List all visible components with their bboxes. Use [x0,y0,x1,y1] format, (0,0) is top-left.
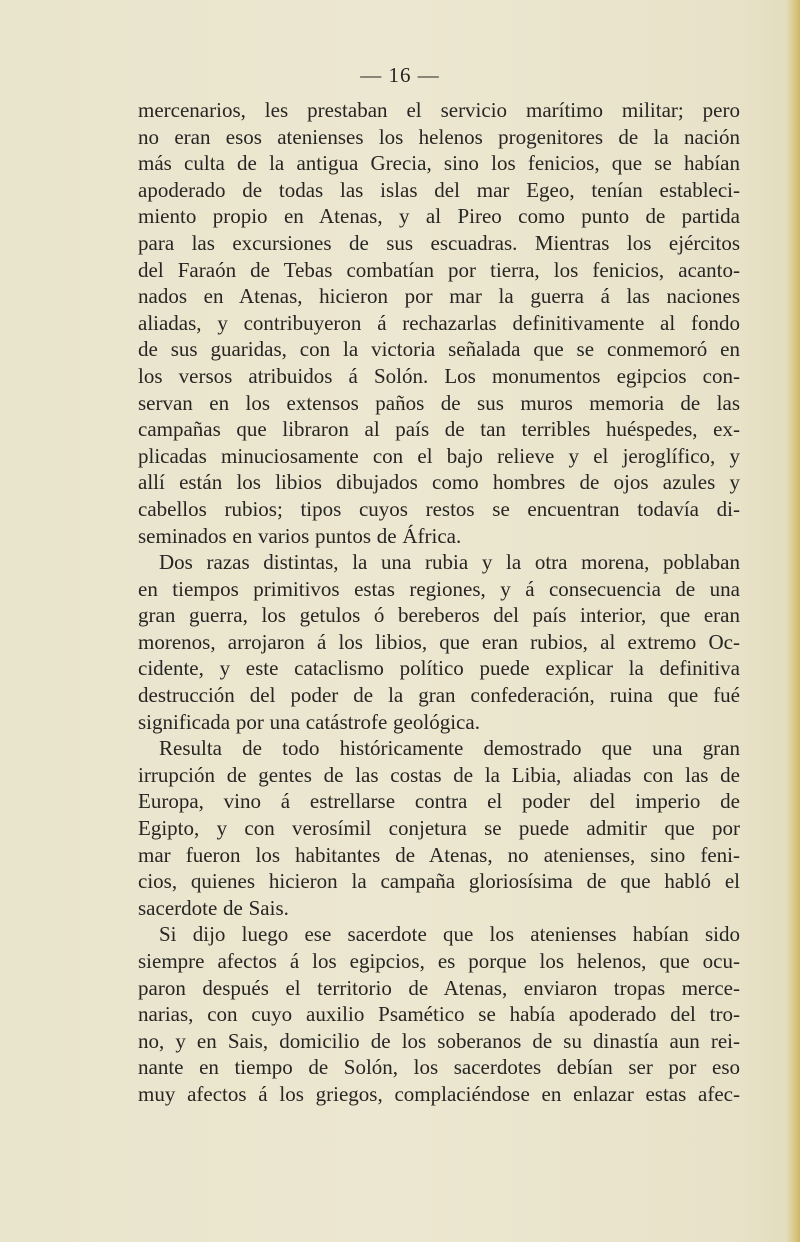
text-line: del Faraón de Tebas combatían por tierra, los fenicios, acanto- [138,257,740,282]
body-text [138,97,740,1108]
text-line: sacerdote de Sais. [138,895,289,920]
text-line: en tiempos primitivos estas regiones, y á consecuencia de una [138,576,740,601]
text-line: miento propio en Atenas, y al Pireo como punto de partida [138,204,740,229]
text-line: Europa, vino á estrellarse contra el poder del imperio de [138,789,740,814]
text-line: Egipto, y con verosímil conjetura se puede admitir que por [138,816,740,841]
text-line: aliadas, y contribuyeron á rechazarlas definitivamente al fondo [138,310,740,335]
text-line: paron después el territorio de Atenas, enviaron tropas merce- [138,975,740,1000]
text-line: de sus guaridas, con la victoria señalada que se conmemoró en [138,337,740,362]
text-line: nados en Atenas, hicieron por mar la guerra á las naciones [138,284,740,309]
text-line: significada por una catástrofe geológica. [138,709,480,734]
text-line: para las excursiones de sus escuadras. Mientras los ejércitos [138,230,740,255]
text-line: narias, con cuyo auxilio Psamético se había apoderado del tro- [138,1002,740,1027]
page-number: — 16 — [360,63,440,87]
text-line: seminados en varios puntos de África. [138,523,462,548]
text-line: mar fueron los habitantes de Atenas, no atenienses, sino feni- [138,842,740,867]
text-line: apoderado de todas las islas del mar Egeo, tenían estableci- [138,177,740,202]
text-line: allí están los libios dibujados como hombres de ojos azules y [138,470,740,495]
text-line: no, y en Sais, domicilio de los soberanos de su dinastía aun rei- [138,1028,740,1053]
text-line: más culta de la antigua Grecia, sino los fenicios, que se habían [138,151,740,176]
text-line: nante en tiempo de Solón, los sacerdotes debían ser por eso [138,1055,740,1080]
text-line: cios, quienes hicieron la campaña gloriosísima de que habló el [138,869,740,894]
text-line: los versos atribuidos á Solón. Los monumentos egipcios con- [138,363,740,388]
text-line: irrupción de gentes de las costas de la Libia, aliadas con las de [138,762,740,787]
text-line: destrucción del poder de la gran confederación, ruina que fué [138,683,740,708]
text-line: no eran esos atenienses los helenos progenitores de la nación [138,124,740,149]
text-line: campañas que libraron al país de tan terribles huéspedes, ex- [138,417,740,442]
text-line: siempre afectos á los egipcios, es porque los helenos, que ocu- [138,949,740,973]
text-line: mercenarios, les prestaban el servicio marítimo militar; pero [138,98,740,122]
text-line: cidente, y este cataclismo político puede explicar la definitiva [138,656,740,681]
text-line: gran guerra, los getulos ó bereberos del país interior, que eran [138,603,740,628]
text-line: muy afectos á los griegos, complaciéndose en enlazar estas afec- [138,1081,740,1106]
text-line: servan en los extensos paños de sus muros memoria de las [138,390,740,415]
text-line: Resulta de todo históricamente demostrado que una gran [159,736,740,761]
text-line: Si dijo luego ese sacerdote que los atenienses habían sido [159,922,740,947]
page-edge-discoloration [786,0,800,1242]
text-line: plicadas minuciosamente con el bajo relieve y el jeroglífico, y [138,443,740,468]
text-line: Dos razas distintas, la una rubia y la otra morena, poblaban [159,550,740,575]
text-line: morenos, arrojaron á los libios, que eran rubios, al extremo Oc- [138,629,740,654]
text-line: cabellos rubios; tipos cuyos restos se encuentran todavía di- [138,496,740,521]
